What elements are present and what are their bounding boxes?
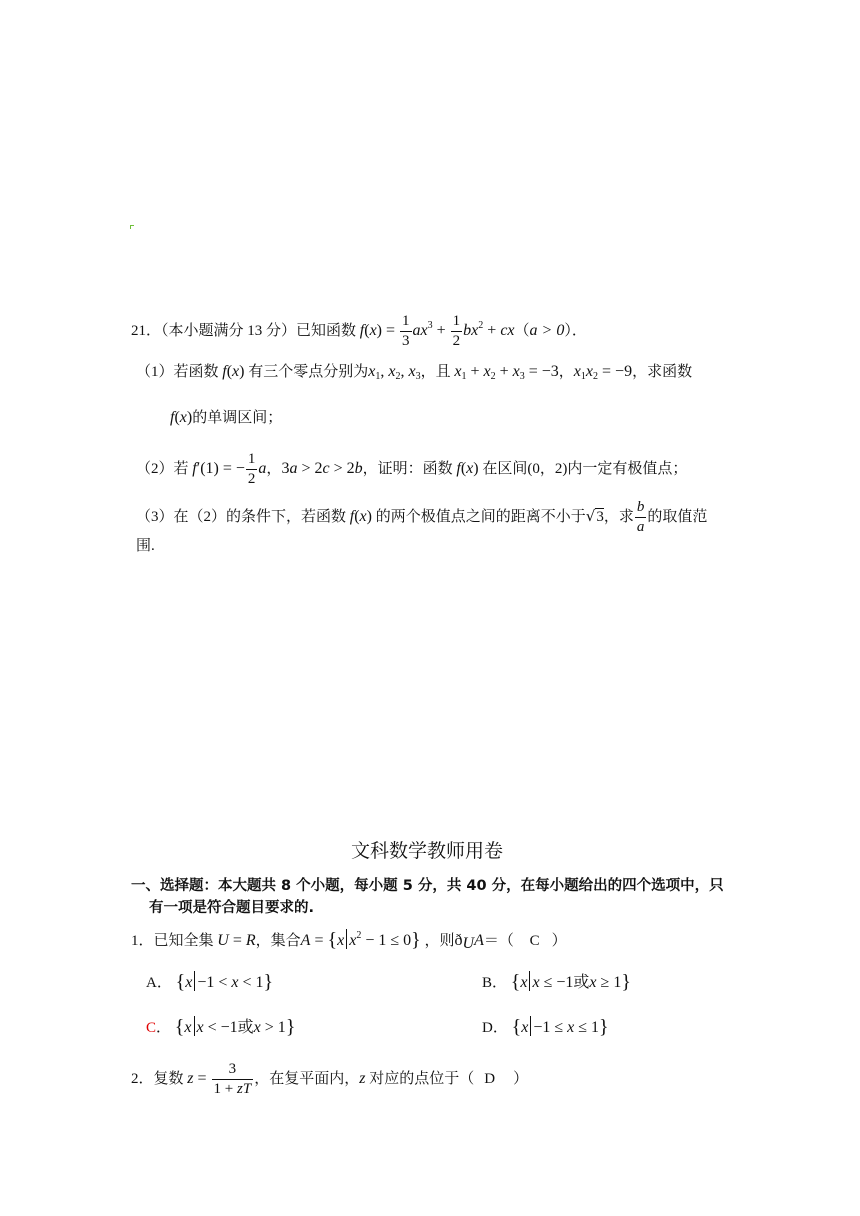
option-c: C． {x x < −1或x > 1} (146, 1016, 296, 1038)
page-title: 文科数学教师用卷 (351, 840, 504, 862)
problem-21-statement: 21．（本小题满分 13 分）已知函数 f(x) = $\frac{1}{3}$ $ax^3$ + $\frac{1}{2}$ $bx^2 + cx(a > 0)$． (131, 313, 587, 349)
fraction-b-a: $\frac{b}{a}$ (636, 499, 645, 535)
problem-21-part-1: （1）若函数 f(x) 有三个零点分别为$x_1$, $x_2$, $x_3$，且 $x_1 + x_2 + x_3 = -3$，$x_1x_2 = -9$，求函数 (136, 363, 693, 382)
corner-mark (130, 225, 134, 229)
problem-number: 21． (131, 322, 162, 339)
problem-21-part-3-cont: 围. (136, 538, 155, 554)
question-1: 1．已知全集 U = R，集合A = {x $x^2 - 1 \le 0$} ，则$ð_UA=$（ C ） (131, 929, 567, 952)
option-a: A． {x −1 < x < 1} (146, 971, 274, 993)
fraction-1-3: $\frac{1}{3}$ (402, 313, 410, 349)
problem-21-part-1-cont: f(x)的单调区间； (170, 409, 283, 426)
correct-option-label: C (146, 1020, 157, 1036)
option-b: B． {x x ≤ −1或x ≥ 1} (482, 971, 631, 993)
section-heading-cont: 有一项是符合题目要求的. (149, 900, 315, 916)
problem-21-part-3: （3）在（2）的条件下，若函数 f(x) 的两个极值点之间的距离不小于√3，求 $\frac{b}{a}$ 的取值范 (136, 499, 708, 535)
section-heading: 一、选择题：本大题共 8 个小题，每小题 5 分，共 40 分，在每小题给出的四个选项中，只 (131, 878, 724, 894)
fraction-1-2: $\frac{1}{2}$ (452, 313, 461, 349)
answer-q1: C (529, 933, 540, 949)
question-2: 2．复数 z = $\frac{3}{1 + zT}$ ，在复平面内，z 对应的点位于（ D ） (131, 1061, 529, 1097)
fraction-complex: $\frac{3}{1 + zT}$ (213, 1061, 252, 1097)
answer-q2: D (484, 1070, 496, 1087)
problem-21-part-2: （2）若 f′(1) = − $\frac{1}{2}$ a，3a > 2c > 2b，证明：函数 f(x) 在区间(0，2)内一定有极值点； (136, 451, 688, 487)
fraction-1-2b: $\frac{1}{2}$ (247, 451, 256, 487)
option-d: D． {x −1 ≤ x ≤ 1} (482, 1016, 609, 1038)
